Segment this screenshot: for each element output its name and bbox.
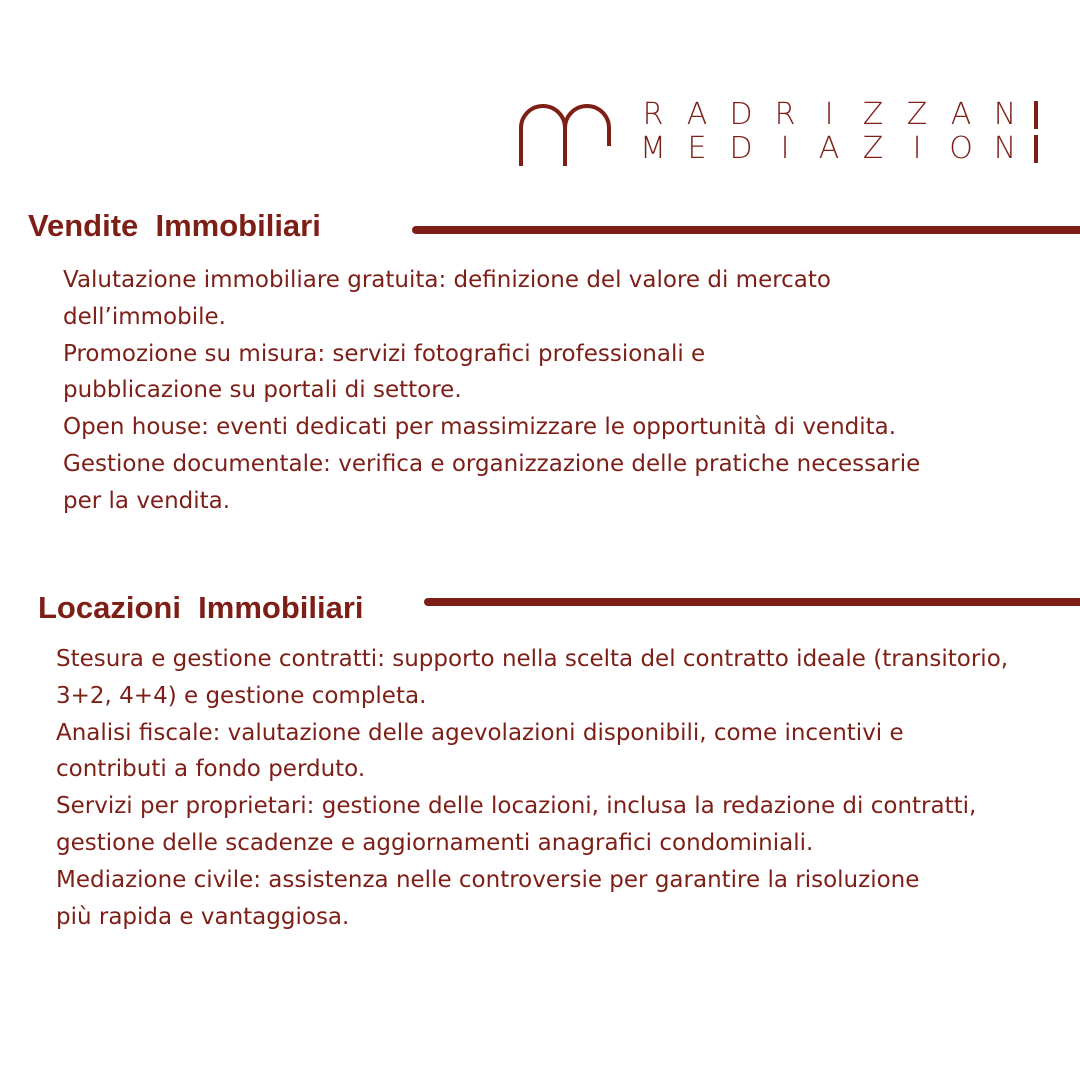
list-item: Valutazione immobiliare gratuita: definizione del valore di mercato dell’immobile. — [63, 267, 831, 330]
brand-letter: I — [824, 97, 834, 132]
list-item: Open house: eventi dedicati per massimizzare le opportunità di vendita. — [63, 414, 897, 441]
brand-letter: N — [993, 97, 1017, 132]
list-item: Stesura e gestione contratti: supporto nella scelta del contratto ideale (transitorio, 3+2, 4+4) e gestione completa. — [56, 646, 1009, 709]
brand-letter: D — [729, 131, 753, 166]
list-item: Mediazione civile: assistenza nelle controversie per garantire la risoluzione più rapida e vantaggiosa. — [56, 866, 920, 930]
brand-letter: Z — [862, 131, 884, 166]
brand-line-2 — [638, 132, 1038, 166]
list-item: Gestione documentale: verifica e organizzazione delle pratiche necessarie per la vendita. — [63, 450, 921, 514]
logo-monogram-icon — [518, 100, 614, 166]
brand-letter: I — [912, 131, 922, 166]
brand-letter: Z — [906, 97, 928, 132]
brand-letter: N — [993, 131, 1017, 166]
brand-logo — [518, 98, 1038, 168]
brand-letter: A — [686, 97, 708, 132]
brand-letter: R — [774, 97, 796, 132]
brand-letter: O — [949, 131, 973, 166]
rental-services-list — [56, 641, 1056, 935]
brand-letter: A — [818, 131, 840, 166]
list-item: Servizi per proprietari: gestione delle locazioni, inclusa la redazione di contratti, gestione delle scadenze e aggiornamenti anagrafici condominiali. — [56, 793, 977, 856]
list-item: Analisi fiscale: valutazione delle agevolazioni disponibili, come incentivi e contributi a fondo perduto. — [56, 719, 904, 783]
brand-letter — [1034, 101, 1038, 129]
brand-letter: R — [642, 97, 664, 132]
brand-letter: D — [729, 97, 753, 132]
sales-services-list — [63, 262, 1063, 520]
section-divider — [424, 598, 1080, 606]
section-divider — [412, 226, 1080, 234]
section-title-sales: Vendite Immobiliari — [28, 208, 321, 243]
brand-letter — [1034, 135, 1038, 163]
brand-letter: Z — [862, 97, 884, 132]
brand-line-1 — [638, 98, 1038, 132]
brand-letter: M — [640, 131, 666, 166]
section-title-rentals: Locazioni Immobiliari — [38, 590, 364, 625]
brand-wordmark — [638, 98, 1038, 166]
list-item: Promozione su misura: servizi fotografici professionali e pubblicazione su portali di settore. — [63, 340, 706, 404]
brand-letter: I — [780, 131, 790, 166]
brand-letter: E — [687, 131, 707, 166]
brand-letter: A — [950, 97, 972, 132]
